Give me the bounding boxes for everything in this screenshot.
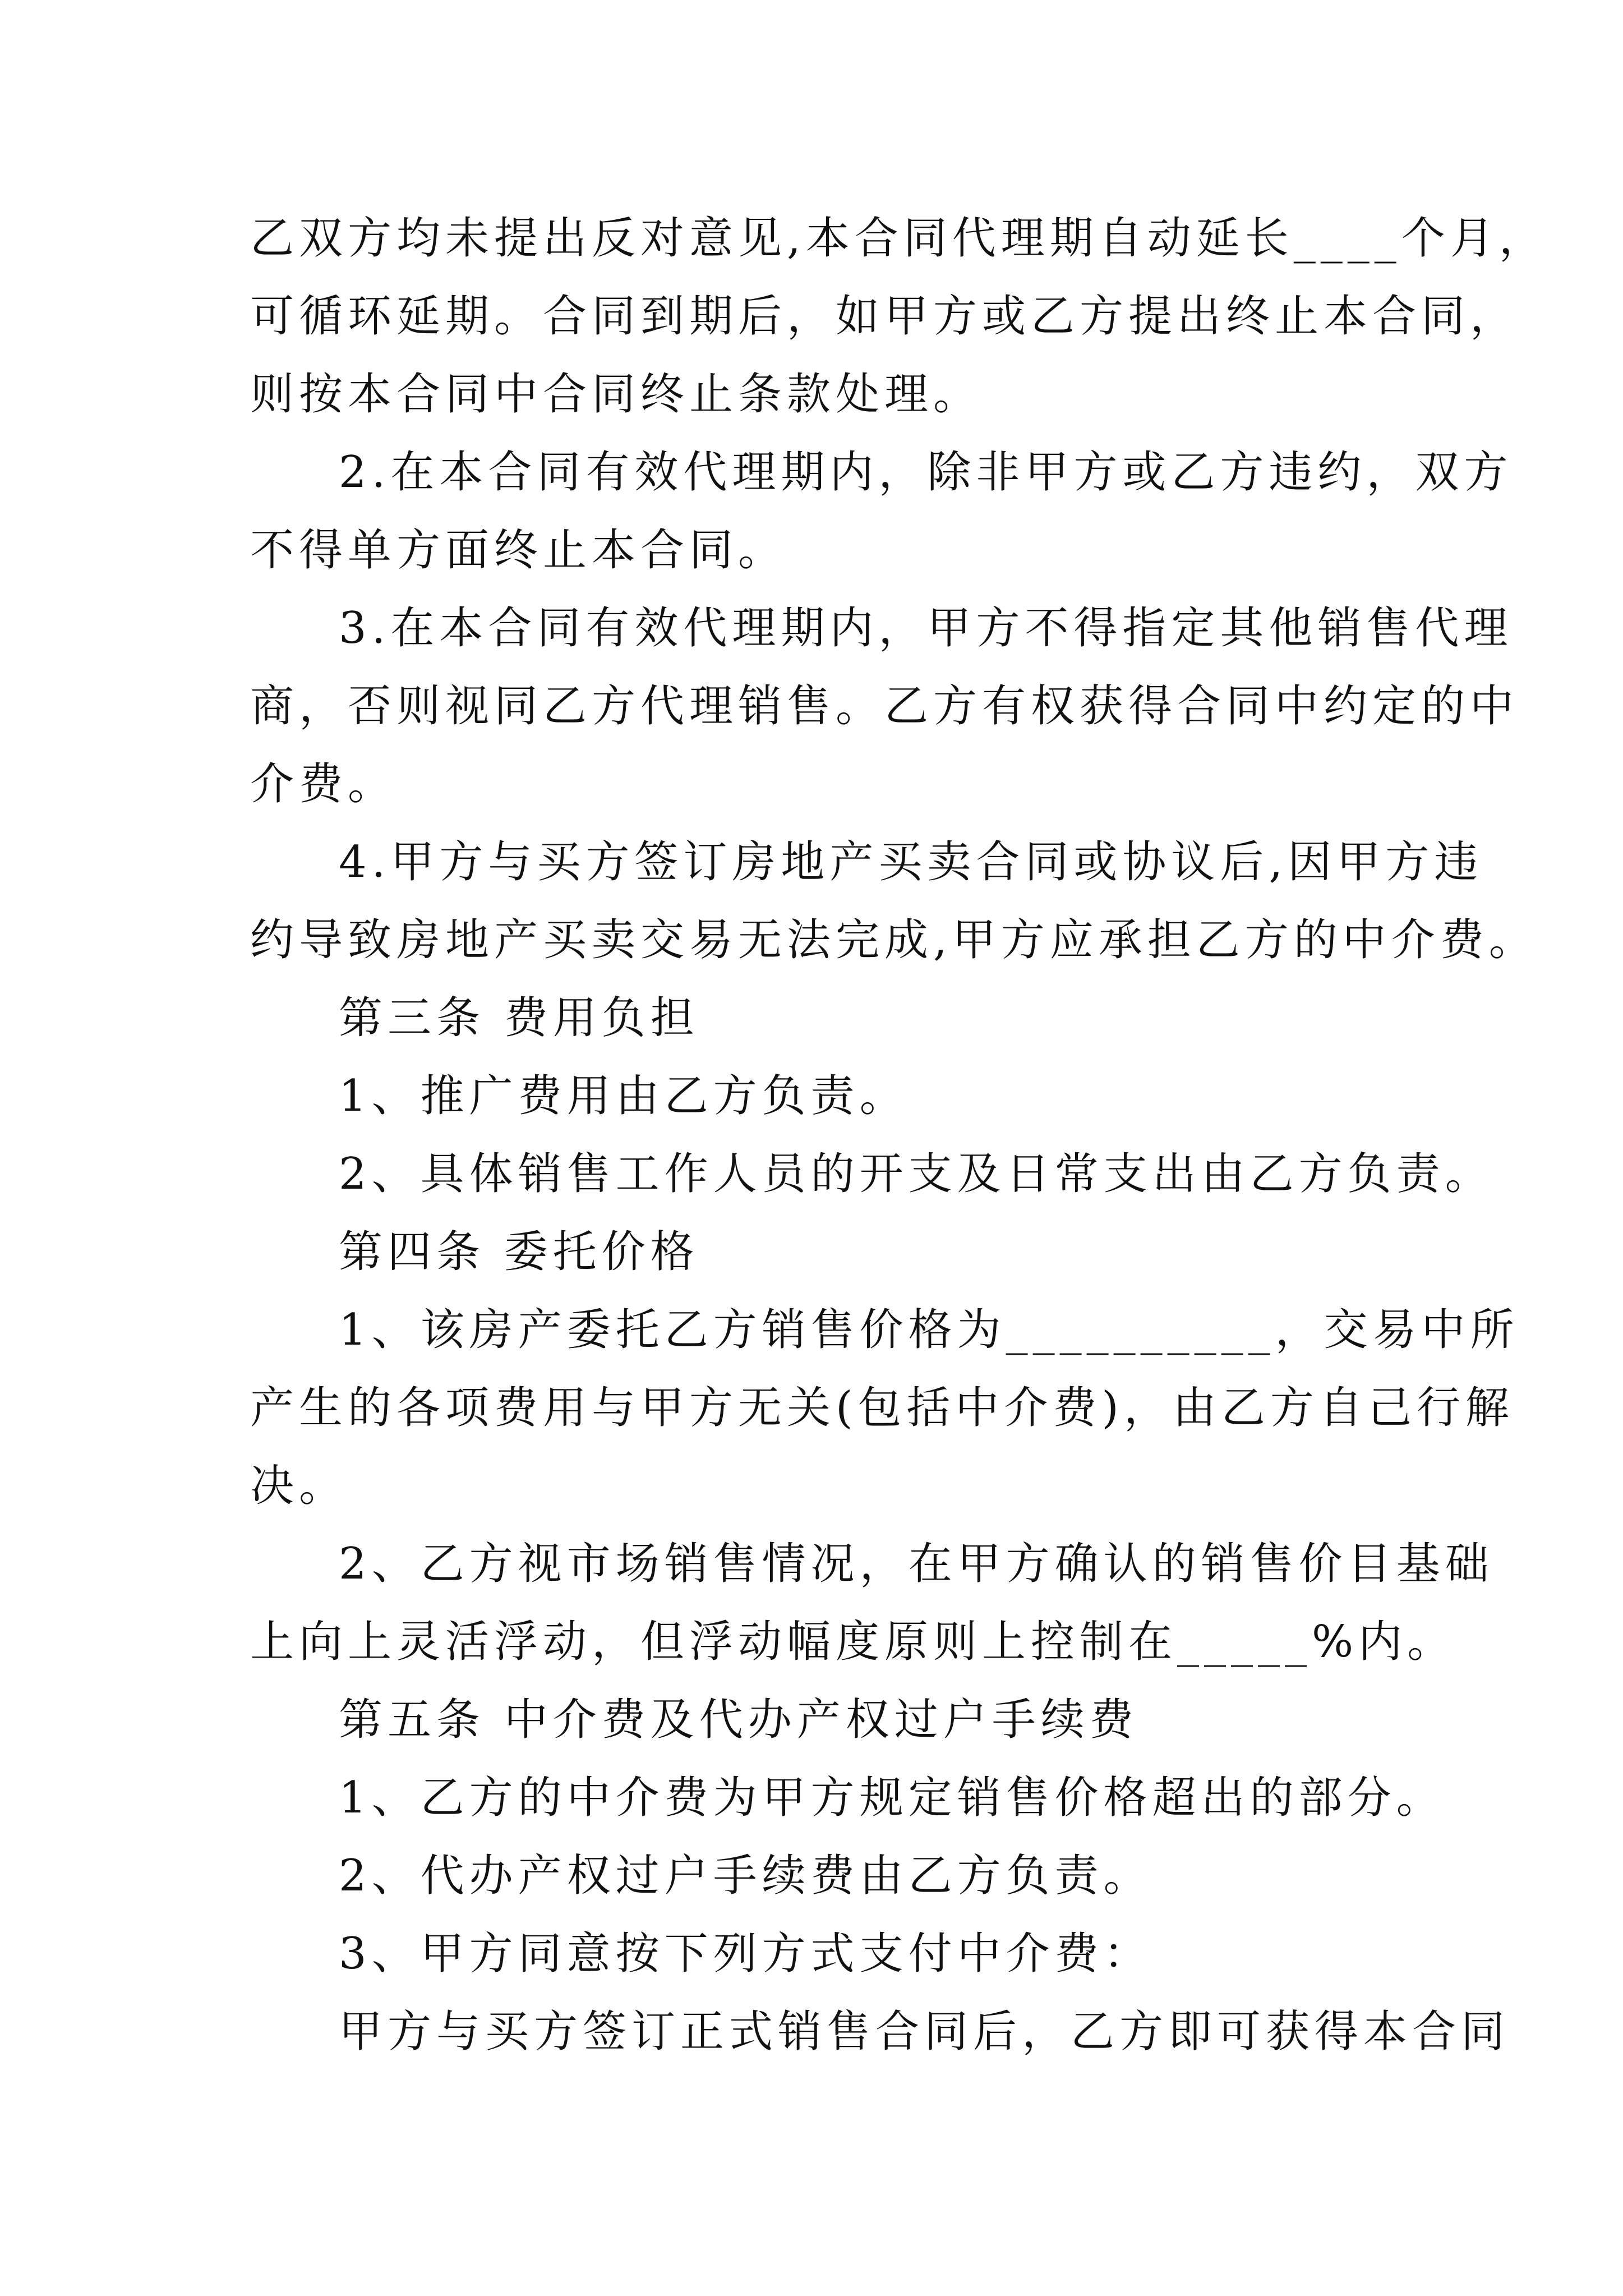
clause-line: 3、甲方同意按下列方式支付中介费： bbox=[339, 1929, 1152, 1979]
article-heading: 第五条 中介费及代办产权过户手续费 bbox=[339, 1695, 1138, 1745]
clause-line: 2、代办产权过户手续费由乙方负责。 bbox=[339, 1851, 1152, 1901]
clause-line: 1、乙方的中介费为甲方规定销售价格超出的部分。 bbox=[339, 1773, 1445, 1823]
clause-line: 甲方与买方签订正式销售合同后，乙方即可获得本合同 bbox=[339, 2007, 1510, 2057]
contract-body bbox=[250, 213, 1548, 2085]
text-line: 约导致房地产买卖交易无法完成,甲方应承担乙方的中介费。 bbox=[250, 915, 1538, 965]
article-heading: 第三条 费用负担 bbox=[339, 993, 699, 1043]
text-line: 产生的各项费用与甲方无关(包括中介费)，由乙方自己行解 bbox=[250, 1383, 1514, 1433]
text-line: 则按本合同中合同终止条款处理。 bbox=[250, 369, 983, 420]
clause-line: 2、具体销售工作人员的开支及日常支出由乙方负责。 bbox=[339, 1149, 1494, 1199]
text-line: 介费。 bbox=[250, 759, 397, 809]
clause-line: 2、乙方视市场销售情况，在甲方确认的销售价目基础 bbox=[339, 1539, 1494, 1589]
text-line: 乙双方均未提出反对意见,本合同代理期自动延长____个月， bbox=[250, 213, 1548, 264]
clause-line: 4.甲方与买方签订房地产买卖合同或协议后,因甲方违 bbox=[339, 837, 1483, 887]
article-heading: 第四条 委托价格 bbox=[339, 1227, 699, 1277]
text-line: 可循环延期。合同到期后，如甲方或乙方提出终止本合同， bbox=[250, 291, 1519, 342]
text-line: 不得单方面终止本合同。 bbox=[250, 525, 787, 576]
text-line: 决。 bbox=[250, 1461, 348, 1511]
clause-line: 3.在本合同有效代理期内，甲方不得指定其他销售代理 bbox=[339, 603, 1513, 654]
text-line: 商，否则视同乙方代理销售。乙方有权获得合同中约定的中 bbox=[250, 681, 1519, 731]
clause-line: 2.在本合同有效代理期内，除非甲方或乙方违约，双方 bbox=[339, 447, 1513, 498]
text-line: 上向上灵活浮动，但浮动幅度原则上控制在_____%内。 bbox=[250, 1617, 1456, 1667]
clause-line: 1、该房产委托乙方销售价格为__________，交易中所 bbox=[339, 1305, 1519, 1355]
clause-line: 1、推广费用由乙方负责。 bbox=[339, 1071, 909, 1121]
